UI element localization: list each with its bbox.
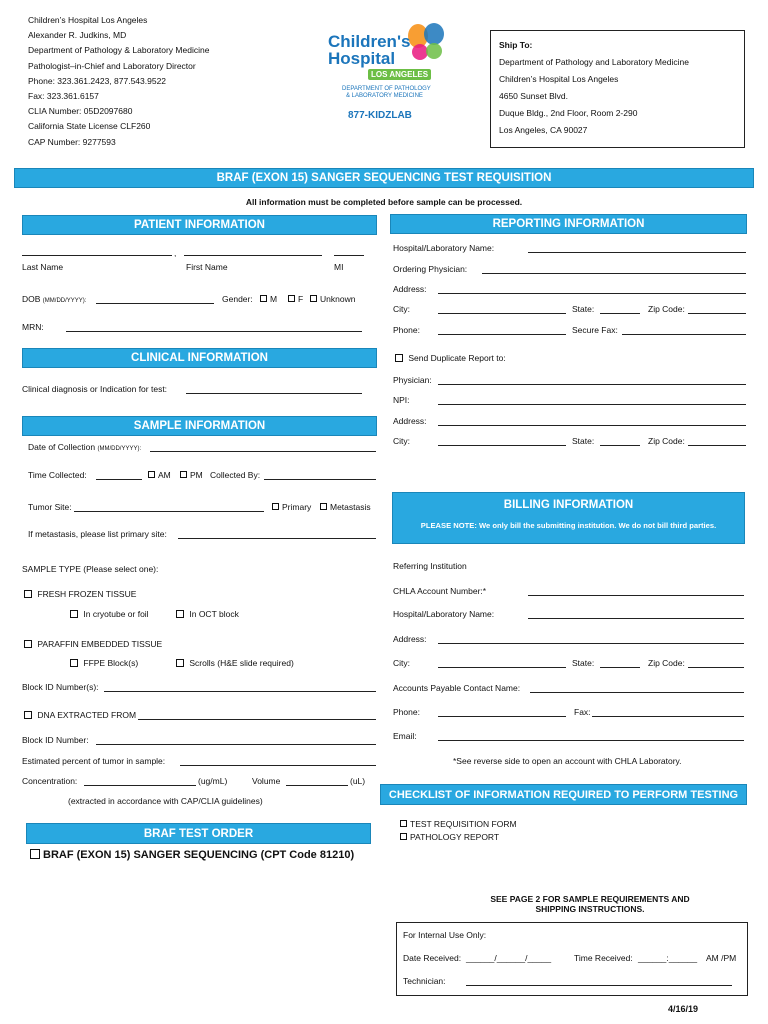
gender-m-label: M [270, 294, 278, 304]
percent-tumor-field[interactable] [180, 765, 376, 766]
scrolls-option[interactable] [176, 658, 294, 668]
block-ids-label: Block ID Number(s): [22, 682, 99, 692]
ship-to-line: Department of Pathology and Laboratory Medicine [499, 57, 689, 67]
chla-account-field[interactable] [528, 595, 744, 596]
checklist-item-label: TEST REQUISITION FORM [410, 819, 517, 829]
report-state-field[interactable] [600, 313, 640, 314]
block-id-field[interactable] [96, 744, 376, 745]
patient-info-heading: PATIENT INFORMATION [22, 215, 377, 235]
gender-unknown-label: Unknown [320, 294, 356, 304]
dup-zip-field[interactable] [688, 445, 746, 446]
am-option[interactable] [148, 470, 171, 480]
ship-to-box [490, 30, 745, 148]
gender-unknown-option[interactable] [310, 294, 355, 304]
primary-label: Primary [282, 502, 312, 512]
sample-info-heading: SAMPLE INFORMATION [22, 416, 377, 436]
ordering-physician-label: Ordering Physician: [393, 264, 468, 274]
logo-hospital: Hospital [328, 49, 396, 68]
metastasis-site-field[interactable] [178, 538, 376, 539]
internal-use-title: For Internal Use Only: [403, 930, 487, 940]
checkbox-icon[interactable] [148, 471, 155, 478]
pm-label: PM [190, 470, 203, 480]
checkbox-icon[interactable] [288, 295, 295, 302]
billing-phone-field[interactable] [438, 716, 566, 717]
dna-extracted-option[interactable] [24, 710, 136, 720]
oct-option[interactable] [176, 609, 239, 619]
fresh-frozen-label: FRESH FROZEN TISSUE [37, 589, 137, 599]
date-received-field[interactable]: ______/______/_____ [466, 953, 552, 963]
metastasis-label: Metastasis [330, 502, 371, 512]
last-name-label: Last Name [22, 262, 64, 272]
clinical-info-heading: CLINICAL INFORMATION [22, 348, 377, 368]
ship-to-line: Duque Bldg., 2nd Floor, Room 2-290 [499, 108, 638, 118]
logo-dept-line2: & LABORATORY MEDICINE [346, 93, 423, 99]
collection-date-label [28, 442, 141, 452]
dup-city-label: City: [393, 436, 410, 446]
logo-dept-line1: DEPARTMENT OF PATHOLOGY [342, 86, 431, 92]
revision-date: 4/16/19 [668, 1004, 699, 1014]
report-city-label: City: [393, 304, 410, 314]
billing-state-field[interactable] [600, 667, 640, 668]
diagnosis-field[interactable] [186, 393, 362, 394]
concentration-field[interactable] [84, 785, 196, 786]
ship-to-line: Los Angeles, CA 90027 [499, 125, 588, 135]
collection-date-field[interactable] [150, 451, 376, 452]
technician-field[interactable] [466, 985, 732, 986]
contact-line: Phone: 323.361.2423, 877.543.9522 [28, 75, 167, 86]
report-hospital-field[interactable] [528, 252, 746, 253]
contact-line: Children’s Hospital Los Angeles [28, 15, 148, 25]
scrolls-label: Scrolls (H&E slide required) [189, 658, 294, 668]
checklist-heading: CHECKLIST OF INFORMATION REQUIRED TO PERFORM TESTING [380, 784, 747, 805]
checkbox-icon[interactable] [24, 711, 32, 719]
report-zip-label: Zip Code: [648, 304, 685, 314]
checkbox-icon[interactable] [320, 503, 327, 510]
billing-zip-field[interactable] [688, 667, 744, 668]
test-order-heading: BRAF TEST ORDER [26, 823, 371, 844]
logo-childrens: Children's [328, 32, 411, 51]
cryotube-label: In cryotube or foil [83, 609, 149, 619]
referring-institution-label: Referring Institution [393, 561, 467, 571]
report-hospital-label: Hospital/Laboratory Name: [393, 243, 495, 253]
dup-state-field[interactable] [600, 445, 640, 446]
gender-label: Gender: [222, 294, 253, 304]
tumor-site-label: Tumor Site: [28, 502, 72, 512]
ship-to-title: Ship To: [499, 40, 533, 50]
billing-email-label: Email: [393, 731, 417, 741]
paraffin-label: PARAFFIN EMBEDDED TISSUE [37, 639, 163, 649]
billing-hospital-field[interactable] [528, 618, 744, 619]
time-received-label: Time Received: [574, 953, 633, 963]
fresh-frozen-option[interactable] [24, 589, 136, 599]
gender-m-option[interactable] [260, 294, 277, 304]
checkbox-icon[interactable] [180, 471, 187, 478]
dup-address-field[interactable] [438, 425, 746, 426]
dna-source-field[interactable] [138, 719, 376, 720]
braf-test-option[interactable] [30, 849, 354, 861]
npi-field[interactable] [438, 404, 746, 405]
chla-account-label: CHLA Account Number:* [393, 586, 487, 596]
volume-field[interactable] [286, 785, 348, 786]
ul-unit: (uL) [350, 776, 366, 786]
dup-zip-label: Zip Code: [648, 436, 685, 446]
checkbox-icon[interactable] [176, 659, 184, 667]
dob-text: DOB [22, 294, 41, 304]
report-address-label: Address: [393, 284, 427, 294]
collection-date-format: (MM/DD/YYYY): [97, 446, 142, 452]
billing-address-field[interactable] [438, 643, 744, 644]
contact-line: Fax: 323.361.6157 [28, 91, 99, 102]
checkbox-icon[interactable] [176, 610, 184, 618]
ship-to-line: Children’s Hospital Los Angeles [499, 74, 619, 84]
metastasis-option[interactable] [320, 502, 371, 512]
checkbox-icon[interactable] [260, 295, 267, 302]
last-name-field[interactable] [22, 255, 172, 256]
billing-zip-label: Zip Code: [648, 658, 685, 668]
secure-fax-field[interactable] [622, 334, 746, 335]
date-received-label: Date Received: [403, 953, 462, 963]
dob-field[interactable] [96, 303, 214, 304]
checkbox-icon[interactable] [30, 849, 40, 859]
page2-note-line2: SHIPPING INSTRUCTIONS. [535, 904, 645, 914]
collection-date-text: Date of Collection [28, 442, 96, 452]
first-name-field[interactable] [184, 255, 322, 256]
concentration-label: Concentration: [22, 776, 78, 786]
page2-note-line1: SEE PAGE 2 FOR SAMPLE REQUIREMENTS AND [490, 894, 690, 904]
billing-note: PLEASE NOTE: We only bill the submitting institution. We do not bill third parties. [420, 521, 717, 530]
metastasis-site-label: If metastasis, please list primary site: [28, 529, 167, 539]
payable-contact-label: Accounts Payable Contact Name: [393, 683, 521, 693]
butterfly-icon [406, 22, 446, 62]
mi-label: MI [334, 262, 344, 272]
hospital-logo [318, 22, 446, 132]
billing-address-label: Address: [393, 634, 427, 644]
reporting-info-heading: REPORTING INFORMATION [390, 214, 747, 234]
dup-address-label: Address: [393, 416, 427, 426]
technician-label: Technician: [403, 976, 446, 986]
first-name-label: First Name [186, 262, 228, 272]
contact-line: Pathologist–in-Chief and Laboratory Director [28, 60, 196, 71]
billing-phone-label: Phone: [393, 707, 420, 717]
mi-field[interactable] [334, 255, 364, 256]
checkbox-icon[interactable] [24, 590, 32, 598]
dna-extracted-label: DNA EXTRACTED FROM [37, 710, 137, 720]
report-state-label: State: [572, 304, 595, 314]
billing-fax-field[interactable] [592, 716, 744, 717]
billing-email-field[interactable] [438, 740, 744, 741]
sample-type-label: SAMPLE TYPE (Please select one): [22, 564, 159, 574]
billing-fax-label: Fax: [574, 707, 591, 717]
gender-f-option[interactable] [288, 294, 303, 304]
name-comma: , [174, 248, 177, 258]
collected-by-label: Collected By: [210, 470, 261, 480]
form-subtitle: All information must be completed before sample can be processed. [245, 197, 523, 207]
primary-option[interactable] [272, 502, 311, 512]
logo-phone: 877-KIDZLAB [348, 110, 412, 121]
ugml-unit: (ug/mL) [198, 776, 228, 786]
block-id-label: Block ID Number: [22, 735, 89, 745]
dob-format: (MM/DD/YYYY): [42, 298, 87, 304]
billing-hospital-label: Hospital/Laboratory Name: [393, 609, 495, 619]
report-phone-label: Phone: [393, 325, 420, 335]
secure-fax-label: Secure Fax: [572, 325, 618, 335]
checkbox-icon[interactable] [310, 295, 317, 302]
pm-option[interactable] [180, 470, 203, 480]
contact-line: CLIA Number: 05D2097680 [28, 106, 133, 117]
form-title: BRAF (EXON 15) SANGER SEQUENCING TEST REQUISITION [14, 168, 754, 188]
cryotube-option[interactable] [70, 609, 149, 619]
billing-city-label: City: [393, 658, 410, 668]
billing-city-field[interactable] [438, 667, 566, 668]
logo-los-angeles: LOS ANGELES [368, 69, 431, 80]
checkbox-icon[interactable] [272, 503, 279, 510]
billing-state-label: State: [572, 658, 595, 668]
mrn-field[interactable] [66, 331, 362, 332]
percent-tumor-label: Estimated percent of tumor in sample: [22, 756, 166, 766]
extraction-note: (extracted in accordance with CAP/CLIA guidelines) [68, 796, 263, 806]
duplicate-report-option[interactable] [395, 353, 506, 363]
ampm-label: AM /PM [706, 953, 737, 963]
checkbox-icon[interactable] [400, 820, 407, 827]
duplicate-report-label: Send Duplicate Report to: [408, 353, 506, 363]
tumor-site-field[interactable] [74, 511, 264, 512]
mrn-label: MRN: [22, 322, 44, 332]
reverse-side-note: *See reverse side to open an account with CHLA Laboratory. [453, 756, 682, 766]
checkbox-icon[interactable] [395, 354, 403, 362]
report-address-field[interactable] [438, 293, 746, 294]
dob-label [22, 294, 86, 304]
npi-label: NPI: [393, 395, 410, 405]
diagnosis-label: Clinical diagnosis or Indication for test: [22, 384, 168, 394]
am-label: AM [158, 470, 171, 480]
billing-heading: BILLING INFORMATION [503, 499, 634, 511]
volume-label: Volume [252, 776, 281, 786]
contact-line: Department of Pathology & Laboratory Medicine [28, 45, 210, 56]
checkbox-icon[interactable] [24, 640, 32, 648]
time-received-field[interactable]: ______:______ [638, 953, 698, 963]
report-city-field[interactable] [438, 313, 566, 314]
dup-physician-label: Physician: [393, 375, 432, 385]
checklist-item-label: PATHOLOGY REPORT [410, 832, 500, 842]
time-collected-label: Time Collected: [28, 470, 87, 480]
time-collected-field[interactable] [96, 479, 142, 480]
checkbox-icon[interactable] [400, 833, 407, 840]
oct-label: In OCT block [189, 609, 239, 619]
dup-city-field[interactable] [438, 445, 566, 446]
braf-test-label: BRAF (EXON 15) SANGER SEQUENCING (CPT Code 81210) [43, 849, 355, 861]
paraffin-option[interactable] [24, 639, 162, 649]
gender-f-label: F [298, 294, 304, 304]
ffpe-option[interactable] [70, 658, 138, 668]
collected-by-field[interactable] [264, 479, 376, 480]
checkbox-icon[interactable] [70, 610, 78, 618]
ordering-physician-field[interactable] [482, 273, 746, 274]
checkbox-icon[interactable] [70, 659, 78, 667]
dup-state-label: State: [572, 436, 595, 446]
checklist-item[interactable] [400, 819, 517, 829]
ffpe-label: FFPE Block(s) [83, 658, 139, 668]
billing-heading-box [392, 492, 745, 544]
contact-line: Alexander R. Judkins, MD [28, 30, 127, 41]
contact-line: California State License CLF260 [28, 121, 151, 132]
dup-physician-field[interactable] [438, 384, 746, 385]
checklist-item[interactable] [400, 832, 499, 842]
ship-to-line: 4650 Sunset Blvd. [499, 91, 568, 101]
block-ids-field[interactable] [104, 691, 376, 692]
report-phone-field[interactable] [438, 334, 566, 335]
payable-contact-field[interactable] [530, 692, 744, 693]
contact-line: CAP Number: 9277593 [28, 136, 116, 147]
lab-contact-block [28, 13, 209, 150]
report-zip-field[interactable] [688, 313, 746, 314]
